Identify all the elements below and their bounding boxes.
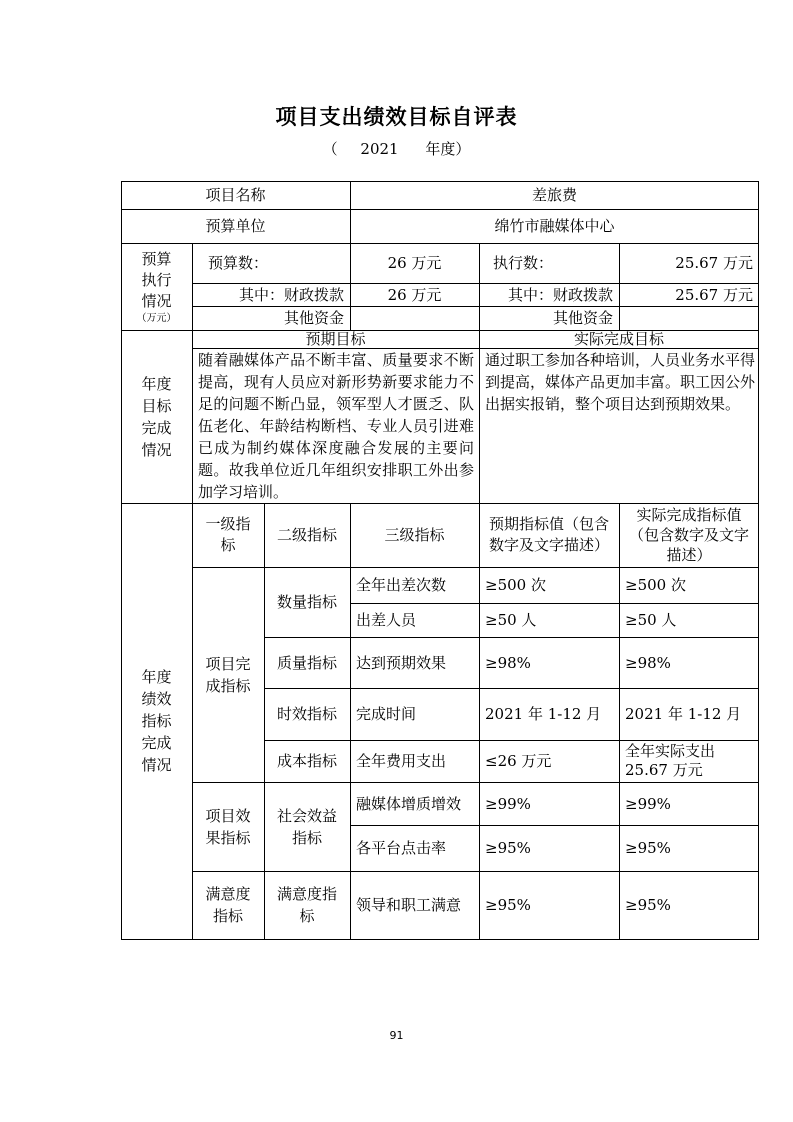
other-funds-label: 其他资金 bbox=[283, 309, 344, 327]
row-4-actual-text: 全年实际支出 25.67 万元 bbox=[625, 742, 716, 779]
actual-goal-text: 通过职工参加各种培训，人员业务水平得到提高，媒体产品更加丰富。职工因公外出据实报销，整个项目达到预期效果。 bbox=[485, 351, 756, 413]
budget-unit-label: 预算单位 bbox=[205, 217, 266, 235]
actual-goal-header: 实际完成目标 bbox=[573, 330, 664, 348]
header-expected-text: 预期指标值（包含数字及文字描述） bbox=[488, 515, 609, 554]
budget-section-text: 预算执行情况 bbox=[141, 249, 172, 310]
row-7-actual: ≥95% bbox=[625, 896, 671, 914]
indicators-section-label bbox=[121, 503, 192, 939]
level2-social-benefit bbox=[264, 782, 350, 871]
level2-quantity: 数量指标 bbox=[276, 593, 337, 611]
year-line bbox=[0, 138, 793, 159]
fiscal-exec-label: 其中：财政拨款 bbox=[507, 285, 613, 304]
annual-goal-label bbox=[121, 330, 192, 503]
row-4-actual bbox=[619, 740, 759, 782]
row-6-expected: ≥95% bbox=[485, 839, 531, 857]
header-level1-text: 一级指标 bbox=[205, 515, 251, 554]
level1-project-effect bbox=[192, 782, 264, 871]
expected-goal-text: 随着融媒体产品不断丰富、质量要求不断提高，现有人员应对新形势新要求能力不足的问题不断凸显，领军型人才匮乏、队伍老化、年龄结构断档、专业人员引进难已成为制约媒体深度融合发展的主要问题。故我单位近几年组织安排职工外出参加学习培训。 bbox=[198, 351, 474, 501]
row-1-level3: 出差人员 bbox=[356, 611, 417, 629]
row-1-actual: ≥50 人 bbox=[625, 611, 677, 629]
level2-satisfaction bbox=[264, 871, 350, 939]
fiscal-exec-value: 25.67 万元 bbox=[675, 285, 753, 304]
indicators-section-text: 年度绩效指标完成情况 bbox=[141, 668, 172, 774]
budget-unit-value: 绵竹市融媒体中心 bbox=[494, 217, 615, 235]
exec-amount-label: 执行数： bbox=[493, 254, 554, 272]
project-name-label: 项目名称 bbox=[205, 186, 266, 204]
level1-project-effect-text: 项目效果指标 bbox=[205, 806, 251, 847]
fiscal-budget-value: 26 万元 bbox=[387, 285, 442, 304]
annual-goal-text: 年度目标完成情况 bbox=[141, 374, 172, 459]
level1-satisfaction-text: 满意度指标 bbox=[205, 885, 251, 925]
budget-amount-label: 预算数： bbox=[208, 254, 269, 272]
row-6-level3: 各平台点击率 bbox=[356, 839, 447, 857]
row-2-expected: ≥98% bbox=[485, 653, 531, 672]
row-2-level3: 达到预期效果 bbox=[356, 653, 447, 672]
header-actual bbox=[619, 503, 759, 567]
fiscal-budget-label: 其中：财政拨款 bbox=[238, 285, 344, 304]
row-3-expected: 2021 年 1-12 月 bbox=[485, 705, 602, 723]
row-2-actual: ≥98% bbox=[625, 653, 671, 672]
exec-amount-value: 25.67 万元 bbox=[675, 254, 753, 272]
level2-timeliness: 时效指标 bbox=[276, 705, 337, 723]
header-level3: 三级指标 bbox=[384, 526, 445, 544]
project-name-value: 差旅费 bbox=[531, 186, 577, 204]
row-0-expected: ≥500 次 bbox=[485, 576, 546, 594]
level2-social-benefit-text: 社会效益指标 bbox=[276, 806, 337, 847]
row-0-actual: ≥500 次 bbox=[625, 576, 686, 594]
row-0-level3: 全年出差次数 bbox=[356, 576, 447, 594]
row-7-expected: ≥95% bbox=[485, 896, 531, 914]
level1-project-completion-text: 项目完成指标 bbox=[205, 654, 251, 695]
row-4-level3: 全年费用支出 bbox=[356, 752, 447, 770]
year-value: 2021 bbox=[360, 140, 399, 158]
year-label: 年度） bbox=[425, 140, 471, 158]
level1-project-completion bbox=[192, 567, 264, 782]
header-expected bbox=[479, 503, 619, 567]
header-level2: 二级指标 bbox=[276, 526, 337, 544]
row-5-actual: ≥99% bbox=[625, 794, 671, 813]
budget-section-unit: （万元） bbox=[136, 312, 177, 324]
budget-section-label bbox=[121, 243, 192, 330]
expected-goal-header: 预期目标 bbox=[305, 330, 366, 348]
page-title: 项目支出绩效目标自评表 bbox=[275, 104, 518, 129]
level2-quality: 质量指标 bbox=[276, 653, 337, 672]
row-7-level3: 领导和职工满意 bbox=[356, 896, 462, 914]
row-5-level3: 融媒体增质增效 bbox=[356, 794, 462, 813]
level2-cost: 成本指标 bbox=[276, 752, 337, 770]
budget-amount-value: 26 万元 bbox=[387, 254, 442, 272]
level2-satisfaction-text: 满意度指标 bbox=[276, 885, 337, 925]
row-4-expected: ≤26 万元 bbox=[485, 752, 552, 770]
row-3-actual: 2021 年 1-12 月 bbox=[625, 705, 742, 723]
year-open: （ bbox=[322, 140, 338, 158]
row-1-expected: ≥50 人 bbox=[485, 611, 537, 629]
level1-satisfaction bbox=[192, 871, 264, 939]
page-number: 91 bbox=[389, 1029, 404, 1042]
row-5-expected: ≥99% bbox=[485, 794, 531, 813]
header-actual-text: 实际完成指标值（包含数字及文字描述） bbox=[628, 506, 749, 564]
other-funds-exec-label: 其他资金 bbox=[552, 309, 613, 327]
header-level1 bbox=[192, 503, 264, 567]
row-3-level3: 完成时间 bbox=[356, 705, 417, 723]
row-6-actual: ≥95% bbox=[625, 839, 671, 857]
